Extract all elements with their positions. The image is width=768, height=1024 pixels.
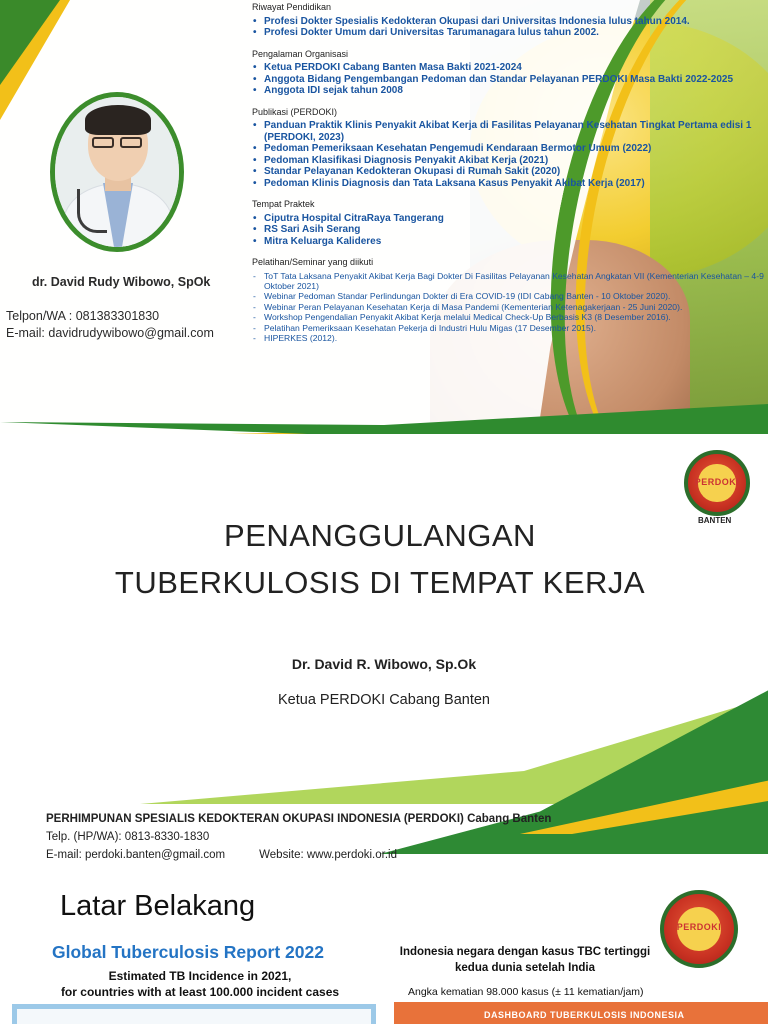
section-title: Latar Belakang xyxy=(60,890,256,922)
cv-training-item: - Webinar Pedoman Standar Perlindungan Dokter di Era COVID-19 (IDI Cabang Banten - 10 Oktober 2020). xyxy=(252,291,764,301)
slide-speaker-profile xyxy=(0,0,768,434)
indonesia-statement xyxy=(380,944,670,976)
perdoki-logo-text: PERDOKI xyxy=(694,477,740,488)
cv-item: • Standar Pelayanan Kedokteran Okupasi di Rumah Sakit (2020) xyxy=(252,166,764,178)
cv-training-item: - HIPERKES (2012). xyxy=(252,333,764,343)
curriculum-vitae xyxy=(252,2,764,353)
cv-education xyxy=(252,2,764,39)
organization-info xyxy=(46,810,551,864)
organization-email: E-mail: perdoki.banten@gmail.com xyxy=(46,849,226,861)
cv-item: • Profesi Dokter Spesialis Kedokteran Okupasi dari Universitas Indonesia lulus tahun 2014. xyxy=(252,16,764,28)
indonesia-statement-line: Indonesia negara dengan kasus TBC tertinggi xyxy=(399,946,651,958)
cv-publications xyxy=(252,107,764,190)
cv-practice xyxy=(252,199,764,247)
doctor-portrait xyxy=(50,92,184,252)
cv-training-item: - Workshop Pengendalian Penyakit Akibat Kerja melalui Medical Check-Up Berbasis K3 (8 Desember 2016). xyxy=(252,312,764,322)
report-subtitle xyxy=(30,968,370,1000)
report-title: Global Tuberculosis Report 2022 xyxy=(52,942,324,962)
cv-training-item: - Webinar Peran Pelayanan Kesehatan Kerja di Masa Pandemi (Kementerian Ketenagakerjaan - 25 Juni 2020). xyxy=(252,302,764,312)
dashboard-title: DASHBOARD TUBERKULOSIS INDONESIA xyxy=(484,1010,685,1020)
doctor-phone: Telpon/WA : 081383301830 xyxy=(6,309,160,323)
logo-caption: BANTEN xyxy=(698,516,732,525)
organization-website: Website: www.perdoki.or.id xyxy=(259,849,397,861)
cv-item: • Ketua PERDOKI Cabang Banten Masa Bakti 2021-2024 xyxy=(252,62,764,74)
glasses xyxy=(92,137,144,149)
dashboard-banner xyxy=(394,1002,768,1024)
cv-training-item: - ToT Tata Laksana Penyakit Akibat Kerja Bagi Dokter Di Fasilitas Pelayanan Kesehatan Angkatan VII (Kementerian Kesehatan – 4-9 Oktober 2021) xyxy=(252,271,764,292)
cv-item: • Anggota Bidang Pengembangan Pedoman dan Standar Pelayanan PERDOKI Masa Bakti 2022-2025 xyxy=(252,74,764,86)
cv-heading: Pelatihan/Seminar yang diikuti xyxy=(252,257,374,267)
mortality-statement: Angka kematian 98.000 kasus (± 11 kematian/jam) xyxy=(408,986,644,998)
slide-title xyxy=(0,434,768,866)
indonesia-statement-line: kedua dunia setelah India xyxy=(455,962,595,974)
perdoki-logo xyxy=(684,450,750,516)
organization-name: PERHIMPUNAN SPESIALIS KEDOKTERAN OKUPASI INDONESIA (PERDOKI) Cabang Banten xyxy=(46,813,552,825)
doctor-email: E-mail: davidrudywibowo@gmail.com xyxy=(6,326,214,340)
cv-item: • RS Sari Asih Serang xyxy=(252,224,764,236)
perdoki-logo xyxy=(660,890,738,968)
cv-training xyxy=(252,257,764,343)
presenter-name: Dr. David R. Wibowo, Sp.Ok xyxy=(291,656,477,672)
cv-item: • Pedoman Klinis Diagnosis dan Tata Laksana Kasus Penyakit Akibat Kerja (2017) xyxy=(252,178,764,190)
cv-item: • Anggota IDI sejak tahun 2008 xyxy=(252,85,764,97)
doctor-contact xyxy=(6,308,214,342)
cv-heading: Publikasi (PERDOKI) xyxy=(252,106,338,117)
report-subtitle-line: for countries with at least 100.000 incident cases xyxy=(60,985,340,999)
cv-organization xyxy=(252,49,764,97)
report-subtitle-line: Estimated TB Incidence in 2021, xyxy=(108,969,292,983)
cv-item: • Mitra Keluarga Kalideres xyxy=(252,236,764,248)
cv-item: • Panduan Praktik Klinis Penyakit Akibat Kerja di Fasilitas Pelayanan Kesehatan Tingkat Pertama edisi 1 (PERDOKI, 2023) xyxy=(252,120,764,143)
slide-background xyxy=(0,880,768,1024)
cv-item: • Pedoman Pemeriksaan Kesehatan Pengemudi Kendaraan Bermotor Umum (2022) xyxy=(252,143,764,155)
cv-heading: Pengalaman Organisasi xyxy=(252,48,349,59)
cv-item: • Pedoman Klasifikasi Diagnosis Penyakit Akibat Kerja (2021) xyxy=(252,155,764,167)
cv-heading: Riwayat Pendidikan xyxy=(252,2,332,12)
cv-heading: Tempat Praktek xyxy=(252,199,315,209)
cv-item: • Profesi Dokter Umum dari Universitas Tarumanagara lulus tahun 2002. xyxy=(252,27,764,39)
perdoki-logo-text: PERDOKI xyxy=(676,922,722,932)
doctor-name: dr. David Rudy Wibowo, SpOk xyxy=(32,275,211,289)
organization-phone: Telp. (HP/WA): 0813-8330-1830 xyxy=(46,831,210,843)
incidence-map-frame xyxy=(12,1004,376,1024)
stethoscope-icon xyxy=(77,189,107,233)
cv-training-item: - Pelatihan Pemeriksaan Kesehatan Pekerja di Industri Hulu Migas (17 Desember 2015). xyxy=(252,323,764,333)
cv-item: • Ciputra Hospital CitraRaya Tangerang xyxy=(252,213,764,225)
presentation-title: PENANGGULANGAN TUBERKULOSIS DI TEMPAT KERJA xyxy=(114,518,646,600)
presenter-role: Ketua PERDOKI Cabang Banten xyxy=(278,692,490,708)
